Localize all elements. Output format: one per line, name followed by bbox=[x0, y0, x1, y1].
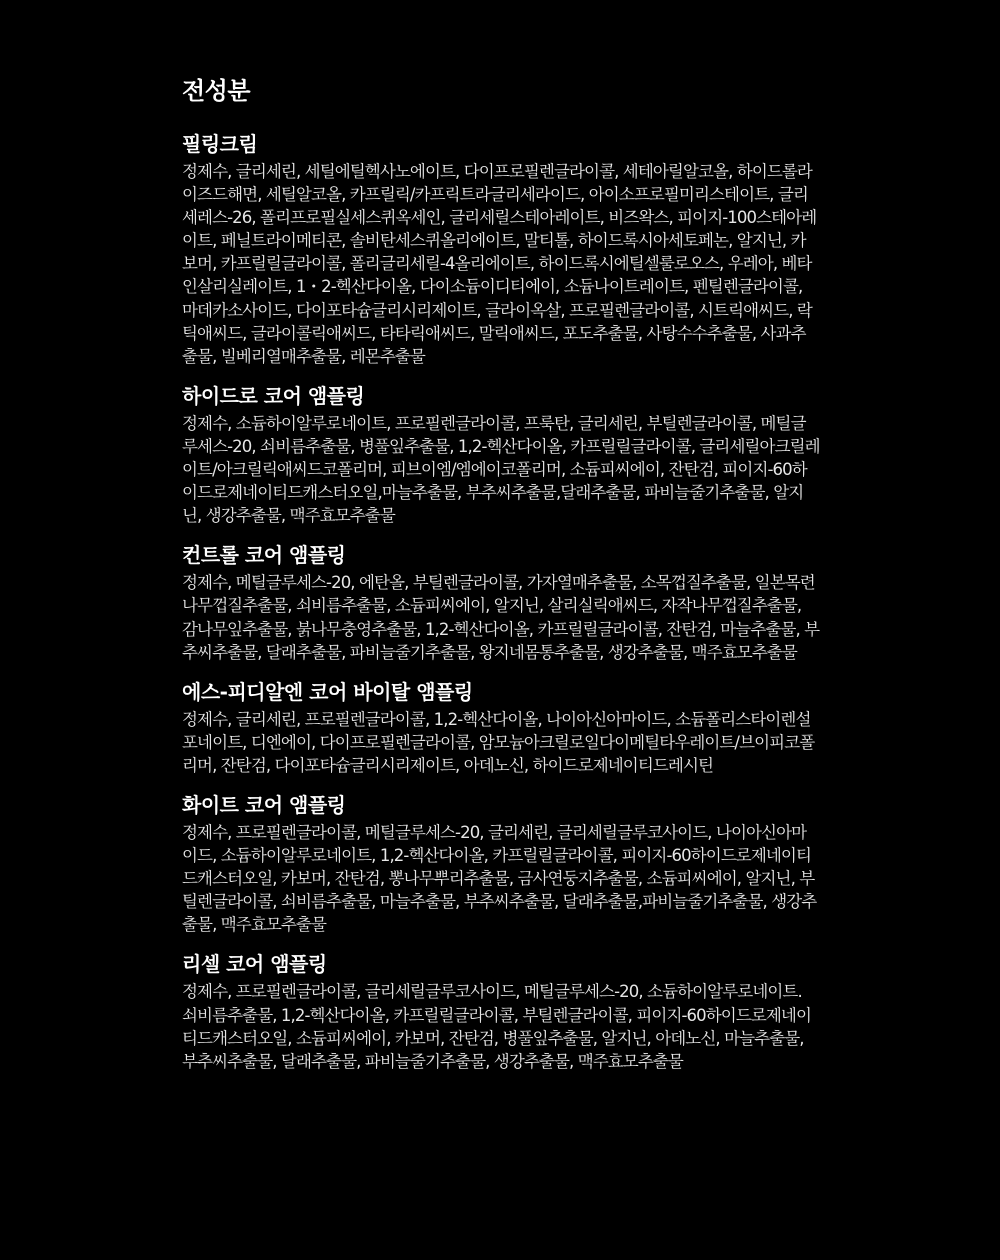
section-title: 하이드로 코어 앰플링 bbox=[182, 383, 365, 408]
section-hydro-core-ampouling bbox=[182, 382, 820, 527]
section-recell-core-ampouling bbox=[182, 950, 820, 1072]
section-peeling-cream bbox=[182, 130, 820, 368]
ingredient-list: 정제수, 메틸글루세스-20, 에탄올, 부틸렌글라이콜, 가자열매추출물, 소목껍질추출물, 일본목련나무껍질추출물, 쇠비름추출물, 소듐피씨에이, 알지닌, 살리실릭애씨드, 자작나무껍질추출물, 감나무잎추출물, 붉나무충영추출물, 1,2-헥산다이올, 카프릴릴글라이콜, 잔탄검, 마늘추출물, 부추씨추출물, 달래추출물, 파비늘줄기추출물, 왕지네몸통추출물, 생강추출물, 맥주효모추출물 bbox=[182, 573, 820, 662]
section-control-core-ampouling bbox=[182, 541, 820, 663]
ingredient-list: 정제수, 글리세린, 프로필렌글라이콜, 1,2-헥산다이올, 나이아신아마이드, 소듐폴리스타이렌설포네이트, 디엔에이, 다이프로필렌글라이콜, 암모늄아크릴로일다이메틸타우레이트/브이피코폴리머, 잔탄검, 다이포타슘글리시리제이트, 아데노신, 하이드로제네이티드레시틴 bbox=[182, 709, 815, 775]
section-title: 화이트 코어 앰플링 bbox=[182, 792, 346, 817]
section-white-core-ampouling bbox=[182, 791, 820, 936]
ingredient-list: 정제수, 글리세린, 세틸에틸헥사노에이트, 다이프로필렌글라이콜, 세테아릴알코올, 하이드롤라이즈드해면, 세틸알코올, 카프릴릭/카프릭트라글리세라이드, 아이소프로필미리스테이트, 글리세레스-26, 폴리프로필실세스퀴옥세인, 글리세릴스테아레이트, 비즈왁스, 피이지-100스테아레이트, 페닐트라이메티콘, 솔비탄세스퀴올리에이트, 말티톨, 하이드록시아세토페논, 알지닌, 카보머, 카프릴릴글라이콜, 폴리글리세릴-4올리에이트, 하이드록시에틸셀룰로오스, 우레아, 베타인살리실레이트, 1・2-헥산다이올, 다이소듐이디티에이, 소듐나이트레이트, 펜틸렌글라이콜, 마데카소사이드, 다이포타슘글리시리제이트, 글라이옥살, 프로필렌글라이콜, 시트릭애씨드, 락틱애씨드, 글라이콜릭애씨드, 타타릭애씨드, 말릭애씨드, 포도추출물, 사탕수수추출물, 사과추출물, 빌베리열매추출물, 레몬추출물 bbox=[182, 162, 817, 366]
section-title: 에스-피디알엔 코어 바이탈 앰플링 bbox=[182, 679, 473, 704]
section-s-pdrn-core-vital-ampouling bbox=[182, 678, 820, 777]
section-title: 리셀 코어 앰플링 bbox=[182, 952, 327, 977]
ingredient-list: 정제수, 프로필렌글라이콜, 글리세릴글루코사이드, 메틸글루세스-20, 소듐하이알루로네이트. 쇠비름추출물, 1,2-헥산다이올, 카프릴릴글라이콜, 부틸렌글라이콜, 피이지-60하이드로제네이티드캐스터오일, 소듐피씨에이, 카보머, 잔탄검, 병풀잎추출물, 알지닌, 아데노신, 마늘추출물, 부추씨추출물, 달래추출물, 파비늘줄기추출물, 생강추출물, 맥주효모추출물 bbox=[182, 982, 812, 1071]
ingredient-list: 정제수, 소듐하이알루로네이트, 프로필렌글라이콜, 프룩탄, 글리세린, 부틸렌글라이콜, 메틸글루세스-20, 쇠비름추출물, 병풀잎추출물, 1,2-헥산다이올, 카프릴릴글라이콜, 글리세릴아크릴레이트/아크릴릭애씨드코폴리머, 피브이엠/엠에이코폴리머, 소듐피씨에이, 잔탄검, 피이지-60하이드로제네이티드캐스터오일,마늘추출물, 부추씨추출물,달래추출물, 파비늘줄기추출물, 알지닌, 생강추출물, 맥주효모추출물 bbox=[182, 413, 820, 526]
section-title: 필링크림 bbox=[182, 132, 258, 156]
page-title: 전성분 bbox=[182, 77, 251, 105]
ingredient-list: 정제수, 프로필렌글라이콜, 메틸글루세스-20, 글리세린, 글리세릴글루코사이드, 나이아신아마이드, 소듐하이알루로네이트, 1,2-헥산다이올, 카프릴릴글라이콜, 피이지-60하이드로제네이티드캐스터오일, 카보머, 잔탄검, 뽕나무뿌리추출물, 금사연둥지추출물, 소듐피씨에이, 알지닌, 부틸렌글라이콜, 쇠비름추출물, 마늘추출물, 부추씨추출물, 달래추출물,파비늘줄기추출물, 생강추출물, 맥주효모추출물 bbox=[182, 822, 817, 935]
section-title: 컨트롤 코어 앰플링 bbox=[182, 543, 346, 568]
